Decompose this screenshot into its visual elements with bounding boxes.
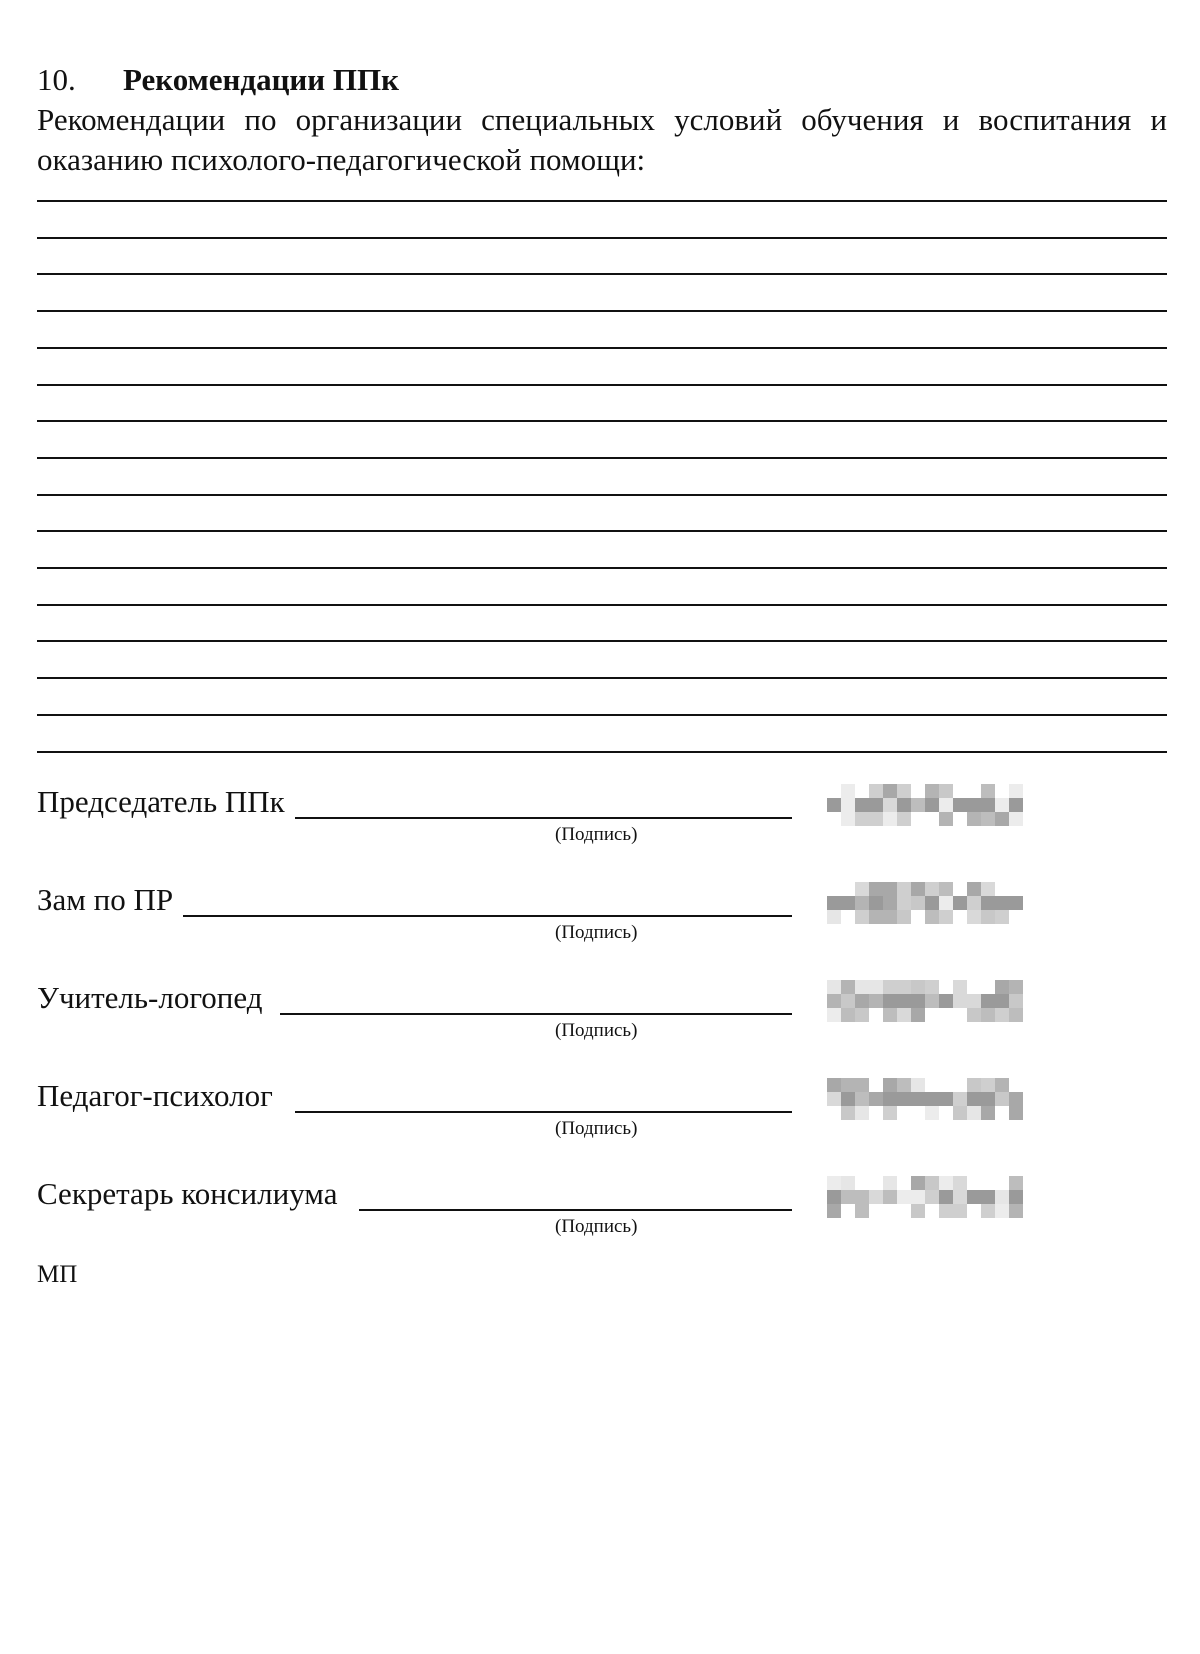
redaction-pixel <box>897 896 911 910</box>
redaction-pixel <box>953 980 967 994</box>
redaction-pixel <box>841 798 855 812</box>
redaction-pixel <box>841 994 855 1008</box>
redaction-pixel <box>869 1092 883 1106</box>
redaction-pixel <box>911 798 925 812</box>
blank-line[interactable] <box>37 604 1167 606</box>
blank-line[interactable] <box>37 384 1167 386</box>
redaction-pixel <box>995 1190 1009 1204</box>
redaction-pixel <box>827 910 841 924</box>
redaction-pixel <box>953 1092 967 1106</box>
redaction-pixel <box>939 1092 953 1106</box>
redaction-pixel <box>995 910 1009 924</box>
redaction-pixel <box>869 812 883 826</box>
blank-line[interactable] <box>37 457 1167 459</box>
redaction-pixel <box>897 1008 911 1022</box>
redaction-pixel <box>869 1190 883 1204</box>
redaction-pixel <box>855 882 869 896</box>
signature-line[interactable] <box>280 1013 792 1015</box>
blank-line[interactable] <box>37 200 1167 202</box>
redaction-pixel <box>1009 784 1023 798</box>
redaction-pixel <box>925 896 939 910</box>
redaction-pixel <box>981 1190 995 1204</box>
redaction-pixel <box>1009 812 1023 826</box>
redaction-pixel <box>925 1190 939 1204</box>
redaction-pixel <box>897 798 911 812</box>
redaction-pixel <box>995 994 1009 1008</box>
signature-role: Учитель-логопед <box>37 980 263 1015</box>
signature-caption: (Подпись) <box>555 922 638 943</box>
redaction-pixel <box>883 784 897 798</box>
redaction-pixel <box>939 798 953 812</box>
redaction-pixel <box>925 784 939 798</box>
redaction-pixel <box>967 882 981 896</box>
redaction-pixel <box>855 812 869 826</box>
redaction-pixel <box>841 1008 855 1022</box>
redaction-pixel <box>953 1106 967 1120</box>
blank-line[interactable] <box>37 751 1167 753</box>
redaction-pixel <box>869 994 883 1008</box>
blank-line[interactable] <box>37 273 1167 275</box>
redaction-pixel <box>897 784 911 798</box>
redaction-pixel <box>995 1092 1009 1106</box>
signature-row-chairman <box>37 784 1167 864</box>
blank-line[interactable] <box>37 567 1167 569</box>
redaction-pixel <box>883 812 897 826</box>
redaction-pixel <box>911 980 925 994</box>
signature-line[interactable] <box>359 1209 792 1211</box>
redaction-pixel <box>883 994 897 1008</box>
redaction-pixel <box>855 994 869 1008</box>
redaction-pixel <box>869 798 883 812</box>
redaction-pixel <box>827 1008 841 1022</box>
signature-role: Секретарь консилиума <box>37 1176 338 1211</box>
redaction-pixel <box>953 1176 967 1190</box>
redaction-pixel <box>1009 798 1023 812</box>
blank-line[interactable] <box>37 494 1167 496</box>
redaction-pixel <box>841 1092 855 1106</box>
redaction-pixel <box>981 1008 995 1022</box>
redaction-pixel <box>897 882 911 896</box>
redaction-pixel <box>883 980 897 994</box>
redaction-pixel <box>841 1106 855 1120</box>
redaction-pixel <box>897 1078 911 1092</box>
redaction-pixel <box>981 896 995 910</box>
redaction-pixel <box>981 882 995 896</box>
redaction-pixel <box>995 1008 1009 1022</box>
redaction-pixel <box>1009 994 1023 1008</box>
signature-caption: (Подпись) <box>555 1118 638 1139</box>
signature-caption: (Подпись) <box>555 1216 638 1237</box>
redaction-pixel <box>869 980 883 994</box>
blank-line[interactable] <box>37 530 1167 532</box>
redaction-pixel <box>841 896 855 910</box>
redaction-pixel <box>967 896 981 910</box>
redaction-pixel <box>953 896 967 910</box>
redaction-pixel <box>827 896 841 910</box>
redaction-pixel <box>1009 1190 1023 1204</box>
redaction-pixel <box>897 1092 911 1106</box>
signature-role: Председатель ППк <box>37 784 285 819</box>
signature-row-speech-therapist <box>37 980 1167 1060</box>
redaction-pixel <box>827 1078 841 1092</box>
blank-line[interactable] <box>37 677 1167 679</box>
redaction-pixel <box>827 980 841 994</box>
redaction-pixel <box>995 1078 1009 1092</box>
blank-line[interactable] <box>37 310 1167 312</box>
redaction-pixel <box>855 798 869 812</box>
redaction-pixel <box>939 1190 953 1204</box>
redaction-pixel <box>897 812 911 826</box>
section-heading <box>37 62 399 98</box>
redaction-pixel <box>1009 1204 1023 1218</box>
redaction-pixel <box>925 994 939 1008</box>
redaction-pixel <box>855 1190 869 1204</box>
signature-row-secretary <box>37 1176 1167 1256</box>
redaction-pixel <box>855 1204 869 1218</box>
redaction-pixel <box>1009 1176 1023 1190</box>
redaction-pixel <box>883 1078 897 1092</box>
redaction-pixel <box>827 798 841 812</box>
redaction-pixel <box>981 994 995 1008</box>
redaction-pixel <box>995 1204 1009 1218</box>
redaction-pixel <box>967 798 981 812</box>
signature-line[interactable] <box>183 915 792 917</box>
redaction-pixel <box>1009 1092 1023 1106</box>
redaction-pixel <box>967 1008 981 1022</box>
redaction-pixel <box>911 1190 925 1204</box>
redaction-pixel <box>855 1106 869 1120</box>
redaction-pixel <box>939 910 953 924</box>
redaction-pixel <box>1009 896 1023 910</box>
redaction-pixel <box>967 812 981 826</box>
redaction-pixel <box>967 994 981 1008</box>
redaction-pixel <box>981 1092 995 1106</box>
redaction-pixel <box>869 896 883 910</box>
redaction-pixel <box>981 784 995 798</box>
redaction-pixel <box>883 1106 897 1120</box>
redaction-pixel <box>1009 1008 1023 1022</box>
redaction-pixel <box>925 1106 939 1120</box>
signature-caption: (Подпись) <box>555 824 638 845</box>
blank-line[interactable] <box>37 237 1167 239</box>
signature-role: Педагог-психолог <box>37 1078 273 1113</box>
redaction-pixel <box>911 1204 925 1218</box>
redaction-pixel <box>897 994 911 1008</box>
redaction-pixel <box>1009 980 1023 994</box>
redaction-pixel <box>883 910 897 924</box>
signature-line[interactable] <box>295 817 792 819</box>
redaction-pixel <box>967 1190 981 1204</box>
redaction-pixel <box>995 980 1009 994</box>
redaction-pixel <box>883 882 897 896</box>
redaction-pixel <box>953 1190 967 1204</box>
redaction-pixel <box>883 1008 897 1022</box>
signature-line[interactable] <box>295 1111 792 1113</box>
redaction-pixel <box>827 1204 841 1218</box>
redaction-pixel <box>981 1204 995 1218</box>
redaction-pixel <box>869 910 883 924</box>
redaction-pixel <box>869 882 883 896</box>
redaction-pixel <box>939 882 953 896</box>
redaction-pixel <box>841 1176 855 1190</box>
redaction-pixel <box>995 896 1009 910</box>
redaction-pixel <box>869 784 883 798</box>
redaction-pixel <box>939 784 953 798</box>
section-intro-text: Рекомендации по организации специальных условий обучения и воспитания и оказанию психолого-педагогической помощи: <box>37 102 1167 177</box>
redaction-pixel <box>967 1106 981 1120</box>
signature-caption: (Подпись) <box>555 1020 638 1041</box>
redaction-pixel <box>855 1092 869 1106</box>
redaction-pixel <box>827 1190 841 1204</box>
redaction-pixel <box>897 1190 911 1204</box>
redaction-pixel <box>883 1190 897 1204</box>
redaction-pixel <box>995 798 1009 812</box>
redaction-pixel <box>841 812 855 826</box>
signature-role: Зам по ПР <box>37 882 174 917</box>
redaction-pixel <box>953 798 967 812</box>
redaction-pixel <box>855 910 869 924</box>
redaction-pixel <box>939 896 953 910</box>
redaction-pixel <box>855 1008 869 1022</box>
redaction-pixel <box>883 798 897 812</box>
redaction-pixel <box>925 980 939 994</box>
redaction-pixel <box>855 980 869 994</box>
section-number: 10. <box>37 62 76 97</box>
document-page <box>37 0 1167 1654</box>
blank-line[interactable] <box>37 714 1167 716</box>
redaction-pixel <box>925 798 939 812</box>
redaction-pixel <box>939 1204 953 1218</box>
redaction-pixel <box>897 910 911 924</box>
redaction-pixel <box>855 1078 869 1092</box>
redaction-pixel <box>981 812 995 826</box>
blank-line[interactable] <box>37 640 1167 642</box>
redaction-pixel <box>925 1176 939 1190</box>
redaction-pixel <box>981 1106 995 1120</box>
redaction-pixel <box>841 1078 855 1092</box>
blank-line[interactable] <box>37 420 1167 422</box>
redaction-pixel <box>911 1176 925 1190</box>
redaction-pixel <box>855 896 869 910</box>
redaction-pixel <box>827 994 841 1008</box>
redaction-pixel <box>995 812 1009 826</box>
redaction-pixel <box>827 1176 841 1190</box>
redaction-pixel <box>841 980 855 994</box>
redaction-pixel <box>953 994 967 1008</box>
blank-line[interactable] <box>37 347 1167 349</box>
redaction-pixel <box>981 910 995 924</box>
redaction-pixel <box>925 910 939 924</box>
redaction-pixel <box>939 994 953 1008</box>
redaction-pixel <box>841 784 855 798</box>
redaction-pixel <box>883 896 897 910</box>
redaction-pixel <box>981 798 995 812</box>
redaction-pixel <box>911 1008 925 1022</box>
redaction-pixel <box>883 1176 897 1190</box>
redaction-pixel <box>939 1176 953 1190</box>
signature-row-deputy <box>37 882 1167 962</box>
redaction-pixel <box>911 882 925 896</box>
signature-row-psychologist <box>37 1078 1167 1158</box>
redaction-pixel <box>967 1092 981 1106</box>
redaction-pixel <box>967 910 981 924</box>
redaction-pixel <box>911 994 925 1008</box>
redaction-pixel <box>827 1092 841 1106</box>
redaction-pixel <box>911 896 925 910</box>
redaction-pixel <box>911 1092 925 1106</box>
redaction-pixel <box>911 1078 925 1092</box>
redaction-pixel <box>953 1204 967 1218</box>
redaction-pixel <box>841 1190 855 1204</box>
redaction-pixel <box>967 1078 981 1092</box>
redaction-pixel <box>981 1078 995 1092</box>
redaction-pixel <box>1009 1106 1023 1120</box>
stamp-label: МП <box>37 1261 78 1288</box>
redaction-pixel <box>897 980 911 994</box>
section-title: Рекомендации ППк <box>123 62 399 97</box>
redaction-pixel <box>925 882 939 896</box>
redaction-pixel <box>883 1092 897 1106</box>
redaction-pixel <box>939 812 953 826</box>
redaction-pixel <box>925 1092 939 1106</box>
